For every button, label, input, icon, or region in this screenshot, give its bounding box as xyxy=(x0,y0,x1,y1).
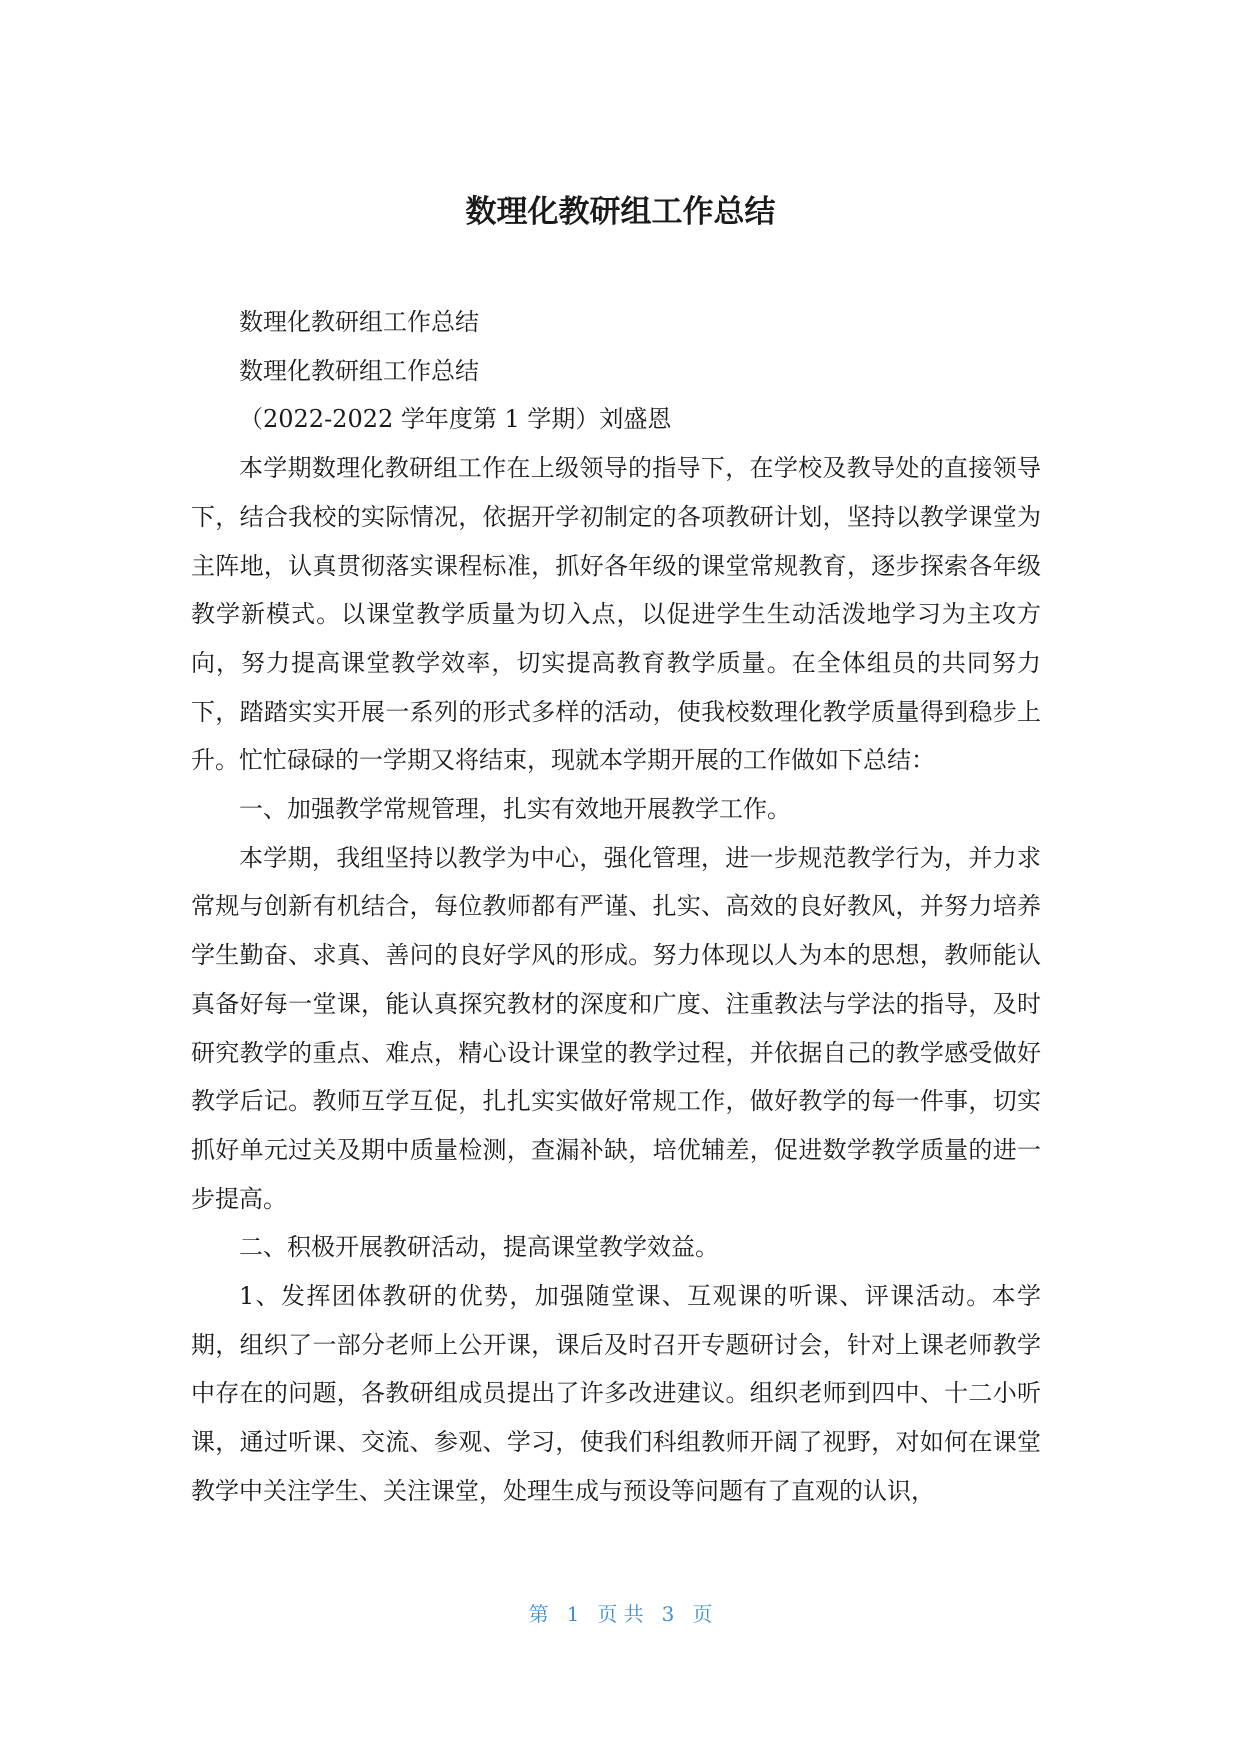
footer-total-pages: 3 xyxy=(661,1602,675,1626)
section-heading: 一、加强教学常规管理，扎实有效地开展教学工作。 xyxy=(239,795,791,824)
paragraph: 本学期数理化教研组工作在上级领导的指导下，在学校及教导处的直接领导下，结合我校的实际情况，依据开学初制定的各项教研计划，坚持以教学课堂为主阵地，认真贯彻落实课程标准，抓好各年级的课堂常规教育，逐步探索各年级教学新模式。以课堂教学质量为切入点，以促进学生生动活泼地学习为主攻方向，努力提高课堂教学效率，切实提高教育教学质量。在全体组员的共同努力下，踏踏实实开展一系列的形式多样的活动，使我校数理化教学质量得到稳步上升。忙忙碌碌的一学期又将结束，现就本学期开展的工作做如下总结： xyxy=(191,454,1041,775)
paragraph: （2022-2022 学年度第 1 学期）刘盛恩 xyxy=(239,405,672,434)
footer-middle: 页 共 xyxy=(597,1602,644,1626)
document-title: 数理化教研组工作总结 xyxy=(465,194,776,230)
paragraph: 本学期，我组坚持以教学为中心，强化管理，进一步规范教学行为，并力求常规与创新有机结合，每位教师都有严谨、扎实、高效的良好教风，并努力培养学生勤奋、求真、善问的良好学风的形成。努力体现以人为本的思想，教师能认真备好每一堂课，能认真探究教材的深度和广度、注重教法与学法的指导，及时研究教学的重点、难点，精心设计课堂的教学过程，并依据自己的教学感受做好教学后记。教师互学互促，扎扎实实做好常规工作，做好教学的每一件事，切实抓好单元过关及期中质量检测，查漏补缺，培优辅差，促进数学教学质量的进一步提高。 xyxy=(191,843,1041,1213)
document-body xyxy=(191,298,1041,1516)
section-heading: 二、积极开展教研活动，提高课堂教学效益。 xyxy=(239,1233,719,1262)
footer-suffix: 页 xyxy=(692,1602,713,1626)
footer-current-page: 1 xyxy=(566,1602,580,1626)
paragraph: 1、发挥团体教研的优势，加强随堂课、互观课的听课、评课活动。本学期，组织了一部分老师上公开课，课后及时召开专题研讨会，针对上课老师教学中存在的问题，各教研组成员提出了许多改进建议。组织老师到四中、十二小听课，通过听课、交流、参观、学习，使我们科组教师开阔了视野，对如何在课堂教学中关注学生、关注课堂，处理生成与预设等问题有了直观的认识， xyxy=(191,1282,1041,1505)
paragraph: 数理化教研组工作总结 xyxy=(239,308,479,336)
paragraph: 数理化教研组工作总结 xyxy=(239,356,479,385)
page-footer xyxy=(0,1600,1241,1628)
footer-prefix: 第 xyxy=(528,1602,549,1626)
